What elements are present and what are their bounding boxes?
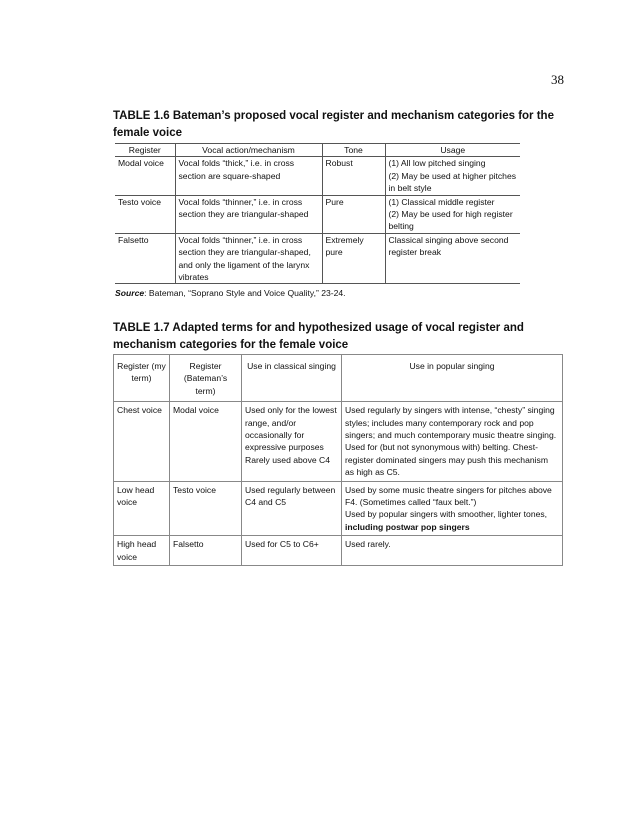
usage-cell xyxy=(385,233,520,284)
classical-use-line: Used only for the lowest range, and/or occasionally for expressive purposes xyxy=(245,405,337,453)
usage-cell xyxy=(385,157,520,195)
classical-use-line: Used for C5 to C6+ xyxy=(245,539,319,550)
tone-cell: Pure xyxy=(322,195,385,233)
table-row xyxy=(114,481,563,536)
popular-use-line: Used rarely. xyxy=(345,539,391,550)
table-1-6-title: TABLE 1.6 Bateman’s proposed vocal register and mechanism categories for the female voice xyxy=(113,110,554,139)
column-header: Register (my term) xyxy=(114,355,170,402)
popular-use-cell xyxy=(342,536,563,566)
mechanism-cell: Vocal folds “thinner,” i.e. in cross section they are triangular-shaped xyxy=(175,195,322,233)
table-row xyxy=(114,402,563,481)
popular-use-text: Used by popular singers with smoother, lighter tones, xyxy=(345,509,548,520)
column-header: Use in popular singing xyxy=(342,355,563,402)
table-row xyxy=(115,195,520,233)
usage-line: Classical singing above second register break xyxy=(388,234,509,258)
table-row xyxy=(114,536,563,566)
mechanism-cell: Vocal folds “thinner,” i.e. in cross section they are triangular-shaped, and only the ligament of the larynx vibrates xyxy=(175,233,322,284)
popular-use-emphasis: including postwar pop singers xyxy=(345,521,470,532)
column-header: Tone xyxy=(322,144,385,157)
popular-use-line xyxy=(345,508,559,533)
usage-line: (2) May be used for high register belting xyxy=(388,209,513,232)
page-number: 38 xyxy=(551,72,564,87)
popular-use-cell xyxy=(342,402,563,481)
usage-line: (2) May be used at higher pitches in belt style xyxy=(388,170,517,194)
column-header: Register (Bateman’s term) xyxy=(170,355,242,402)
register-cell: Testo voice xyxy=(115,195,175,233)
column-header: Usage xyxy=(385,144,520,157)
usage-line: (1) All low pitched singing xyxy=(388,158,486,169)
register-cell: Chest voice xyxy=(114,402,170,481)
column-header: Register xyxy=(115,144,175,157)
table-header-row xyxy=(115,144,520,157)
column-header: Vocal action/mechanism xyxy=(175,144,322,157)
table-1-6 xyxy=(115,143,520,284)
classical-use-cell xyxy=(242,481,342,536)
usage-line: (1) Classical middle register xyxy=(388,196,495,207)
table-source-note xyxy=(115,288,346,298)
register-cell: Modal voice xyxy=(115,157,175,195)
popular-use-cell xyxy=(342,481,563,536)
classical-use-line: Rarely used above C4 xyxy=(245,454,331,465)
table-header-row xyxy=(114,355,563,402)
column-header: Use in classical singing xyxy=(242,355,342,402)
source-text: : Bateman, “Soprano Style and Voice Quality,” 23-24. xyxy=(144,288,346,298)
bateman-term-cell: Falsetto xyxy=(170,536,242,566)
classical-use-line: Used regularly between C4 and C5 xyxy=(245,484,336,508)
table-1-7-title: TABLE 1.7 Adapted terms for and hypothesized usage of vocal register and mechanism categories for the female voice xyxy=(113,322,524,351)
register-cell: Low head voice xyxy=(114,481,170,536)
bateman-term-cell: Testo voice xyxy=(170,481,242,536)
table-row xyxy=(115,157,520,195)
register-cell: Falsetto xyxy=(115,233,175,284)
bateman-term-cell: Modal voice xyxy=(170,402,242,481)
usage-cell xyxy=(385,195,520,233)
mechanism-cell: Vocal folds “thick,” i.e. in cross section are square-shaped xyxy=(175,157,322,195)
table-row xyxy=(115,233,520,284)
tone-cell: Extremely pure xyxy=(322,233,385,284)
table-1-7 xyxy=(113,354,563,566)
tone-cell: Robust xyxy=(322,157,385,195)
popular-use-line: Used by some music theatre singers for pitches above F4. (Sometimes called “faux belt.”) xyxy=(345,484,552,508)
source-label: Source xyxy=(115,288,145,298)
popular-use-line: Used regularly by singers with intense, “chesty” singing styles; includes many contemporary rock and pop singers; and much contemporary music theatre singing. Used for (but not synonymous with) belting. Chest-register dominated singers may push this mechanism as high as C5. xyxy=(345,405,557,478)
classical-use-cell xyxy=(242,536,342,566)
classical-use-cell xyxy=(242,402,342,481)
register-cell: High head voice xyxy=(114,536,170,566)
